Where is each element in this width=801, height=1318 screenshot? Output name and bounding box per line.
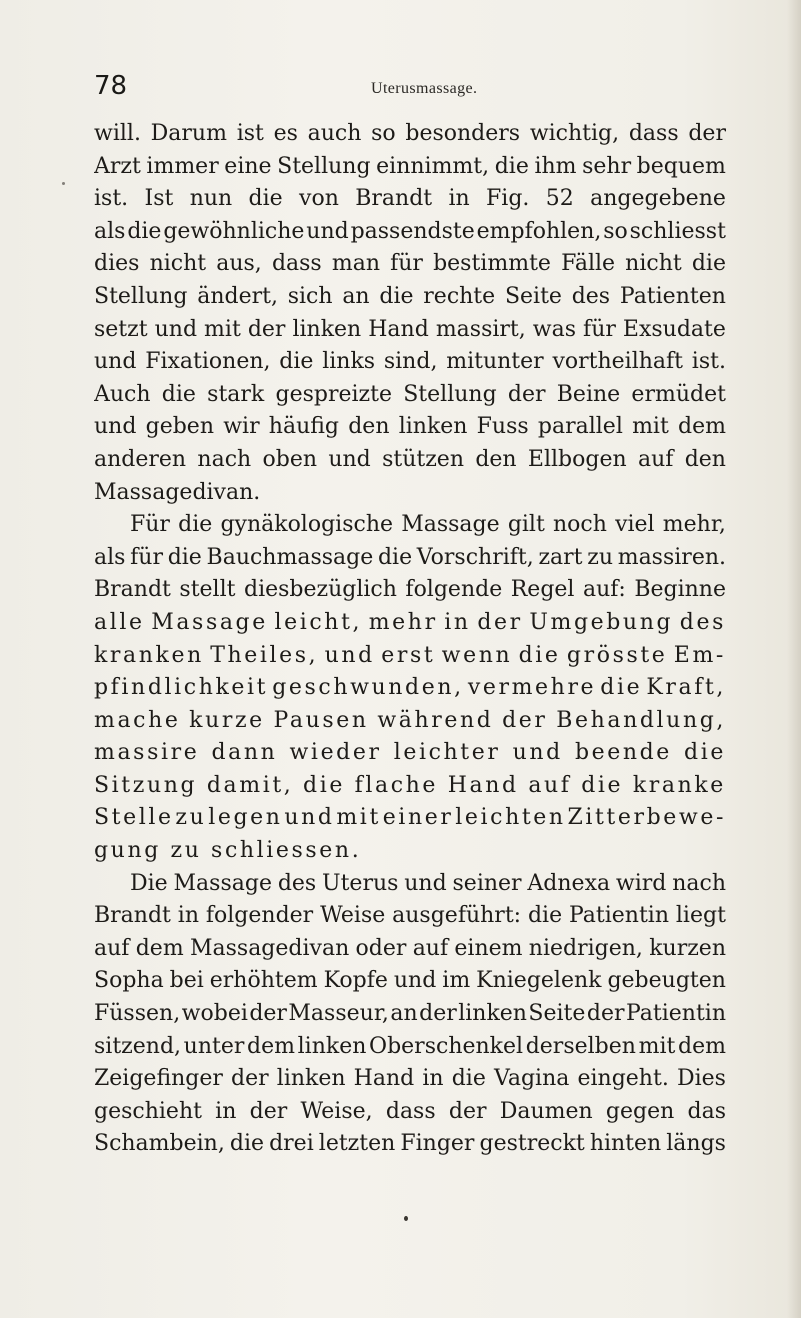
word: Stellung	[403, 381, 497, 407]
word: der	[477, 609, 523, 635]
word: massire	[94, 740, 200, 766]
word: Auch	[94, 381, 151, 407]
word: Fixationen,	[145, 349, 271, 375]
word: linken	[276, 1066, 346, 1092]
text-line	[94, 151, 726, 184]
text-line	[94, 346, 726, 379]
word: letzten	[318, 1131, 396, 1157]
word: legen	[208, 805, 283, 831]
page-edge-shadow	[787, 0, 801, 1318]
word: gestreckt	[479, 1131, 585, 1157]
text-line: Massagedivan.	[94, 479, 261, 505]
word: die	[248, 186, 283, 212]
word: linken	[292, 316, 362, 342]
word: gewöhnliche	[163, 218, 305, 244]
word: der	[247, 316, 286, 342]
word: damit,	[206, 772, 294, 798]
word: Masseur,	[288, 1001, 389, 1027]
word: man	[331, 251, 380, 277]
word: ändert,	[197, 283, 278, 309]
word: Für	[130, 512, 170, 538]
word: ist.	[94, 186, 129, 212]
word: mehr,	[662, 512, 726, 538]
word: Fälle	[561, 251, 616, 277]
word: die	[600, 675, 643, 701]
word: Schambein,	[94, 1131, 225, 1157]
word: Kopfe	[323, 968, 388, 994]
text-line	[94, 248, 726, 281]
word: ausgeführt:	[392, 903, 522, 929]
word: Massage	[401, 512, 500, 538]
word: die	[279, 349, 314, 375]
word: links	[322, 349, 376, 375]
word: anderen	[94, 446, 187, 472]
word: wieder	[289, 740, 382, 766]
word: Daumen	[499, 1098, 593, 1124]
text-line	[94, 1096, 726, 1129]
text-line	[94, 1031, 726, 1064]
word: Finger	[400, 1131, 475, 1157]
text-line	[94, 183, 726, 216]
word: der	[249, 1098, 288, 1124]
text-line	[94, 640, 726, 673]
word: Die	[130, 870, 168, 896]
word: Zeigefinger	[94, 1066, 223, 1092]
word: ihm	[534, 153, 577, 179]
word: Stellung	[94, 283, 188, 309]
word: geschieht	[94, 1098, 202, 1124]
word: parallel	[537, 414, 623, 440]
word: in	[215, 1098, 237, 1124]
word: der	[507, 381, 546, 407]
text-line	[94, 1128, 726, 1161]
word: die	[229, 1131, 265, 1157]
word: Seite	[504, 283, 562, 309]
word: sind,	[383, 349, 438, 375]
word: Pausen	[273, 707, 369, 733]
word: als	[94, 544, 126, 570]
word: dass	[628, 121, 679, 146]
word: wichtig,	[529, 121, 620, 146]
word: der	[231, 1066, 269, 1092]
word: die	[691, 251, 726, 277]
word: Kraft,	[646, 675, 726, 701]
word: Beine	[556, 381, 621, 407]
word: Kniegelenk	[476, 968, 602, 994]
word: oben	[262, 446, 318, 472]
word: auf	[412, 935, 449, 961]
word: mitunter	[446, 349, 544, 375]
word: der	[502, 707, 548, 733]
word: Dies	[676, 1066, 726, 1092]
word: das	[687, 1098, 726, 1124]
word: im	[442, 968, 471, 994]
word: besonders	[405, 121, 521, 146]
word: Massage	[173, 870, 272, 896]
text-line	[94, 933, 726, 966]
word: massiren.	[617, 544, 726, 570]
word: Brandt	[94, 903, 171, 929]
word: massirt,	[435, 316, 526, 342]
word: der	[586, 1001, 625, 1027]
word: Weise,	[300, 1098, 373, 1124]
word: Fuss	[476, 414, 529, 440]
word: Oberschenkel	[369, 1033, 524, 1059]
ink-speck	[62, 182, 65, 185]
word: dass	[271, 251, 322, 277]
page-number: 78	[94, 71, 128, 101]
word: Brandt	[355, 186, 433, 212]
word: Patientin	[568, 903, 670, 929]
word: auch	[307, 121, 362, 146]
word: nicht	[625, 251, 682, 277]
word: linken	[297, 1033, 367, 1059]
word: nach	[672, 870, 726, 896]
word: mit	[632, 414, 669, 440]
word: Hand	[447, 772, 519, 798]
word: gegen	[605, 1098, 675, 1124]
text-line	[94, 118, 726, 151]
word: und	[306, 218, 349, 244]
word: linken	[398, 414, 468, 440]
text-line	[94, 542, 726, 575]
word: mit	[638, 1033, 676, 1059]
word: 52	[545, 186, 574, 212]
word: wenn	[441, 642, 513, 668]
word: des	[679, 609, 726, 635]
word: oder	[355, 935, 407, 961]
word: Fig.	[486, 186, 530, 212]
word: geschwunden,	[272, 675, 464, 701]
word: für	[390, 251, 423, 277]
word: Füssen,	[94, 1001, 181, 1027]
word: stark	[207, 381, 265, 407]
word: Bauchmassage	[206, 544, 374, 570]
word: dem	[677, 1033, 726, 1059]
word: zu	[175, 805, 207, 831]
word: die	[494, 153, 529, 179]
word: Hand	[368, 316, 429, 342]
text-line	[94, 216, 726, 249]
word: und	[393, 968, 437, 994]
word: pfindlichkeit	[94, 675, 269, 701]
word: Exsudate	[622, 316, 726, 342]
word: während	[377, 707, 494, 733]
word: es	[273, 121, 298, 146]
word: mit	[336, 805, 381, 831]
text-line	[94, 737, 726, 770]
word: stützen	[382, 446, 464, 472]
word: mit	[204, 316, 241, 342]
word: Umgebung	[529, 609, 674, 635]
word: derselben	[525, 1033, 636, 1059]
word: in	[422, 1066, 444, 1092]
text-line	[94, 998, 726, 1031]
word: flache	[354, 772, 439, 798]
word: Weise	[320, 903, 386, 929]
word: und	[328, 446, 371, 472]
word: die	[178, 512, 213, 538]
word: die	[377, 544, 413, 570]
word: dann	[211, 740, 278, 766]
word: Ellbogen	[527, 446, 627, 472]
word: zart	[538, 544, 583, 570]
word: und	[284, 805, 335, 831]
word: seiner	[452, 870, 522, 896]
word: die	[581, 772, 624, 798]
word: häufig	[268, 414, 340, 440]
word: mache	[94, 707, 181, 733]
word: aus,	[216, 251, 262, 277]
word: sitzend,	[94, 1033, 182, 1059]
word: Vorschrift,	[416, 544, 534, 570]
word: auf	[528, 772, 572, 798]
word: ist.	[691, 349, 726, 375]
word: Arzt	[94, 153, 141, 179]
word: folgender	[205, 903, 314, 929]
text-line	[94, 770, 726, 803]
word: Stellung	[277, 153, 371, 179]
word: Patienten	[619, 283, 726, 309]
ink-speck	[404, 1216, 408, 1221]
word: wobei	[181, 1001, 248, 1027]
word: der	[448, 1098, 487, 1124]
text-line	[94, 574, 726, 607]
word: setzt	[94, 316, 148, 342]
word: erhöhtem	[209, 968, 318, 994]
word: sehr	[582, 153, 632, 179]
text-line	[94, 509, 726, 542]
word: die	[518, 642, 561, 668]
word: auf:	[582, 577, 626, 603]
word: die	[527, 903, 563, 929]
word: der	[249, 1001, 287, 1027]
text-line	[94, 607, 726, 640]
word: die	[451, 1066, 486, 1092]
word: einem	[454, 935, 523, 961]
word: Theiles,	[210, 642, 319, 668]
word: in	[444, 609, 471, 635]
word: immer	[146, 153, 219, 179]
word: will.	[94, 121, 141, 146]
word: in	[177, 903, 199, 929]
word: Regel	[510, 577, 575, 603]
word: die	[303, 772, 345, 798]
word: von	[299, 186, 339, 212]
text-line	[94, 868, 726, 901]
word: sich	[287, 283, 333, 309]
text-line	[94, 705, 726, 738]
word: Vagina	[493, 1066, 570, 1092]
word: Beginne	[634, 577, 726, 603]
word: wir	[223, 414, 260, 440]
word: Ist	[144, 186, 174, 212]
body-text	[94, 118, 726, 1161]
word: Em-	[673, 642, 726, 668]
word: Sopha	[94, 968, 164, 994]
text-line	[94, 1063, 726, 1096]
word: dass	[385, 1098, 436, 1124]
word: stellt	[179, 577, 236, 603]
word: bequem	[636, 153, 726, 179]
word: Hand	[353, 1066, 415, 1092]
word: dem	[135, 935, 184, 961]
word: an	[342, 283, 370, 309]
word: hinten	[589, 1131, 662, 1157]
word: unter	[183, 1033, 245, 1059]
word: grösste	[566, 642, 668, 668]
word: so	[371, 121, 396, 146]
word: diesbezüglich	[243, 577, 397, 603]
word: Brandt	[94, 577, 171, 603]
text-line	[94, 672, 726, 705]
word: bei	[169, 968, 204, 994]
word: was	[532, 316, 577, 342]
word: und	[154, 316, 198, 342]
word: des	[277, 870, 317, 896]
word: bestimmte	[433, 251, 551, 277]
word: die	[167, 544, 202, 570]
word: ist	[236, 121, 264, 146]
word: angegebene	[590, 186, 726, 212]
word: den	[684, 446, 726, 472]
word: die	[684, 740, 726, 766]
word: der	[419, 1001, 457, 1027]
word: die	[161, 381, 196, 407]
word: nun	[189, 186, 233, 212]
word: Massagedivan	[189, 935, 350, 961]
word: in	[448, 186, 470, 212]
word: eine	[224, 153, 272, 179]
word: geben	[145, 414, 214, 440]
word: und	[94, 414, 137, 440]
text-line: gung zu schliessen.	[94, 838, 362, 864]
word: und	[94, 349, 137, 375]
word: Adnexa	[527, 870, 611, 896]
word: Darum	[150, 121, 227, 146]
word: nach	[197, 446, 252, 472]
word: gebeugten	[607, 968, 726, 994]
word: gynäkologische	[220, 512, 394, 538]
text-line	[94, 444, 726, 477]
word: schliesst	[629, 218, 726, 244]
word: so	[603, 218, 628, 244]
word: empfohlen,	[476, 218, 602, 244]
word: zu	[587, 544, 613, 570]
word: nicht	[149, 251, 207, 277]
word: einer	[382, 805, 454, 831]
word: Massage	[151, 609, 268, 635]
word: eingeht.	[577, 1066, 669, 1092]
word: auf	[94, 935, 130, 961]
word: leicht,	[274, 609, 363, 635]
word: folgende	[405, 577, 503, 603]
word: leichter	[393, 740, 501, 766]
word: vermehre	[467, 675, 597, 701]
word: des	[571, 283, 611, 309]
word: die	[379, 283, 414, 309]
word: Seite	[528, 1001, 586, 1027]
text-line	[94, 281, 726, 314]
word: den	[475, 446, 517, 472]
word: rechte	[423, 283, 496, 309]
text-line	[94, 965, 726, 998]
word: an	[390, 1001, 418, 1027]
text-line	[94, 379, 726, 412]
word: längs	[666, 1131, 726, 1157]
word: einnimmt,	[376, 153, 490, 179]
word: kranken	[94, 642, 204, 668]
word: Stelle	[94, 805, 174, 831]
word: Patientin	[625, 1001, 726, 1027]
word: ermüdet	[631, 381, 726, 407]
word: für	[130, 544, 163, 570]
text-line	[94, 802, 726, 835]
word: vortheilhaft	[552, 349, 684, 375]
word: als	[94, 218, 126, 244]
word: und	[404, 870, 447, 896]
word: niedrigen,	[528, 935, 643, 961]
word: kurzen	[649, 935, 726, 961]
word: auf	[637, 446, 674, 472]
text-line	[94, 411, 726, 444]
text-line	[94, 900, 726, 933]
word: wird	[615, 870, 667, 896]
word: dem	[247, 1033, 295, 1059]
word: liegt	[675, 903, 726, 929]
word: passendste	[350, 218, 475, 244]
word: noch	[552, 512, 607, 538]
word: kurze	[189, 707, 265, 733]
word: linken	[458, 1001, 527, 1027]
word: und	[512, 740, 563, 766]
word: den	[348, 414, 390, 440]
word: dies	[94, 251, 140, 277]
word: mehr	[368, 609, 438, 635]
word: alle	[94, 609, 145, 635]
word: die	[127, 218, 162, 244]
word: leichten	[455, 805, 566, 831]
word: Zitterbewe-	[567, 805, 726, 831]
word: für	[583, 316, 616, 342]
word: und	[324, 642, 375, 668]
word: gilt	[507, 512, 545, 538]
text-line	[94, 314, 726, 347]
word: kranke	[632, 772, 726, 798]
word: Sitzung	[94, 772, 198, 798]
word: viel	[615, 512, 655, 538]
word: erst	[381, 642, 436, 668]
word: dem	[678, 414, 726, 440]
running-head: Uterusmassage.	[371, 80, 478, 97]
word: drei	[269, 1131, 314, 1157]
word: gespreizte	[275, 381, 392, 407]
word: Uterus	[322, 870, 399, 896]
word: Behandlung,	[556, 707, 726, 733]
word: der	[688, 121, 726, 146]
word: beende	[574, 740, 672, 766]
